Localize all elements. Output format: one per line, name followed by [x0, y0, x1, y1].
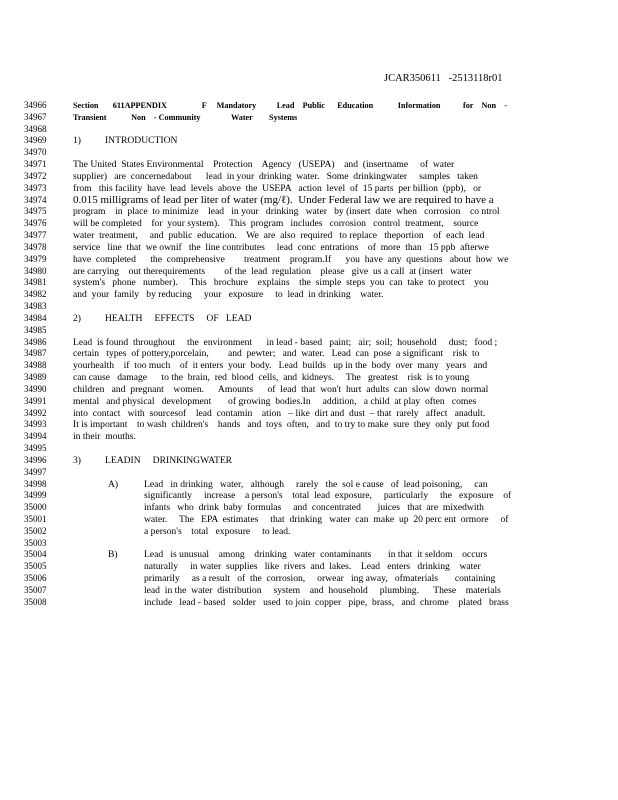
line-number: 35002	[24, 525, 47, 536]
line-number: 34968	[24, 123, 47, 134]
line-number: 35001	[24, 513, 47, 524]
line-number: 34985	[24, 324, 47, 335]
document-line	[24, 159, 604, 171]
line-text: have completed the comprehensive treatment program.If you have any questions about how we	[73, 253, 509, 265]
line-text: 0.015 milligrams of lead per liter of water (mg/ℓ). Under Federal law we are required to have a	[73, 193, 494, 206]
line-text-indented: include lead - based solder used to join copper pipe, brass, and chrome plated brass	[144, 596, 509, 608]
document-line	[24, 147, 604, 159]
document-line	[24, 467, 604, 479]
line-text-indented: infants who drink baby formulas and concentrated juices that are mixedwith	[144, 502, 484, 514]
line-text: Lead is found throughout the environment in lead - based paint; air; soil; household dust; food ;	[73, 336, 498, 348]
line-text: 3) LEADIN DRINKINGWATER	[73, 454, 233, 466]
line-number: 34967	[24, 111, 47, 122]
document-line	[24, 431, 604, 443]
document-line	[24, 561, 604, 573]
line-text-indented: a person's total exposure to lead.	[144, 525, 291, 537]
document-line	[24, 289, 604, 301]
document-body	[24, 100, 604, 609]
line-number: 34973	[24, 182, 47, 193]
line-number: 34983	[24, 301, 47, 312]
line-text: children and pregnant women. Amounts of lead that won't hurt adults can slow down normal	[73, 383, 489, 395]
document-line	[24, 242, 604, 254]
line-text: system's phone number). This brochure explains the simple steps you can take to protect you	[73, 277, 489, 289]
document-line	[24, 254, 604, 266]
line-text: 1) INTRODUCTION	[73, 135, 178, 147]
line-number: 34976	[24, 218, 47, 229]
document-line	[24, 266, 604, 278]
document-line	[24, 514, 604, 526]
line-number: 34997	[24, 466, 47, 477]
line-number: 35000	[24, 502, 47, 513]
line-text-indented: Lead in drinking water, although rarely the sol e cause of lead poisoning, can	[144, 478, 488, 490]
line-number: 34996	[24, 454, 47, 465]
line-number: 35006	[24, 573, 47, 584]
document-line	[24, 301, 604, 313]
line-number: 34988	[24, 360, 47, 371]
line-number: 35008	[24, 596, 47, 607]
line-text: Section 611APPENDIX F Mandatory Lead Public Education Information for Non -	[73, 101, 507, 110]
document-line	[24, 360, 604, 372]
line-number: 34966	[24, 100, 47, 110]
document-line	[24, 455, 604, 467]
line-number: 34970	[24, 147, 47, 158]
line-text: Transient Non - Community Water Systems	[73, 112, 298, 122]
line-text: 2) HEALTH EFFECTS OF LEAD	[73, 312, 252, 324]
line-number: 34980	[24, 265, 47, 276]
line-text: It is important to wash children's hands and toys often, and to try to make sure they only put food	[73, 419, 490, 431]
document-line	[24, 135, 604, 147]
document-line	[24, 549, 604, 561]
line-text-indented: naturally in water supplies like rivers and lakes. Lead enters drinking water	[144, 561, 481, 573]
line-text: can cause damage to the brain, red blood cells, and kidneys. The greatest risk is to young	[73, 372, 470, 384]
line-text-indented: Lead is unusual among drinking water contaminants in that it seldom occurs	[144, 549, 488, 561]
document-line	[24, 218, 604, 230]
line-number: 34972	[24, 170, 47, 181]
line-text: into contact with sourcesof lead contamin ation – like dirt and dust – that rarely affect anadult.	[73, 407, 486, 419]
document-line	[24, 490, 604, 502]
line-number: 34986	[24, 336, 47, 347]
document-line	[24, 171, 604, 183]
line-number: 34971	[24, 159, 47, 170]
line-text: and your family by reducing your exposure to lead in drinking water.	[73, 289, 384, 301]
document-line	[24, 502, 604, 514]
line-text: water treatment, and public education. We are also required to replace theportion of each lead	[73, 230, 485, 242]
line-number: 34977	[24, 230, 47, 241]
document-line	[24, 597, 604, 609]
document-line	[24, 195, 604, 207]
line-text: The United States Environmental Protection Agency (USEPA) and (insertname of water	[73, 159, 455, 171]
line-number: 34990	[24, 383, 47, 394]
line-number: 34974	[24, 194, 47, 205]
line-text: service line that we ownif the line contributes lead conc entrations of more than 15 ppb afterwe	[73, 241, 489, 253]
line-number: 34982	[24, 289, 47, 300]
line-number: 34994	[24, 431, 47, 442]
line-number: 34999	[24, 490, 47, 501]
line-text-indented: significantly increase a person's total lead exposure, particularly the exposure of	[144, 490, 512, 502]
document-code-header: JCAR350611 -2513118r01	[384, 73, 503, 84]
document-line	[24, 277, 604, 289]
document-line	[24, 372, 604, 384]
document-line	[24, 396, 604, 408]
line-text-indented: lead in the water distribution system and household plumbing. These materials	[144, 584, 501, 596]
line-text: are carrying out therequirements of the lead regulation please give us a call at (insert water	[73, 265, 472, 277]
line-number: 34998	[24, 478, 47, 489]
document-line	[24, 479, 604, 491]
document-line	[24, 538, 604, 550]
line-text: in their mouths.	[73, 431, 136, 443]
line-number: 34981	[24, 277, 47, 288]
line-number: 34978	[24, 241, 47, 252]
line-text-indented: primarily as a result of the corrosion, orwear ing away, ofmaterials containing	[144, 573, 496, 585]
document-line	[24, 348, 604, 360]
line-number: 34992	[24, 407, 47, 418]
document-line	[24, 313, 604, 325]
line-number: 34984	[24, 312, 47, 323]
document-line	[24, 384, 604, 396]
line-text: certain types of pottery,porcelain, and pewter; and water. Lead can pose a significant risk to	[73, 348, 480, 360]
line-text: program in place to minimize lead in your drinking water by (insert date when corrosion co ntrol	[73, 206, 500, 218]
line-number: 34975	[24, 206, 47, 217]
document-line	[24, 206, 604, 218]
line-text: B)	[108, 549, 118, 561]
document-line	[24, 124, 604, 136]
line-number: 34991	[24, 395, 47, 406]
line-number: 35003	[24, 537, 47, 548]
document-line	[24, 230, 604, 242]
document-line	[24, 408, 604, 420]
line-text: will be completed for your system). This program includes corrosion control treatment, source	[73, 218, 479, 230]
document-line	[24, 585, 604, 597]
document-line	[24, 443, 604, 455]
line-text: A)	[108, 478, 119, 490]
document-line	[24, 100, 604, 112]
document-line	[24, 337, 604, 349]
line-number: 34969	[24, 135, 47, 146]
line-text-indented: water. The EPA estimates that drinking water can make up 20 perc ent ormore of	[144, 513, 509, 525]
document-line	[24, 573, 604, 585]
document-line	[24, 112, 604, 124]
line-text: from this facility have lead levels above the USEPA action level of 15 parts per billion (ppb), or	[73, 182, 482, 194]
line-number: 35005	[24, 561, 47, 572]
line-text: yourhealth if too much of it enters your body. Lead builds up in the body over many years and	[73, 360, 488, 372]
line-text: mental and physical development of growing bodies.In addition, a child at play often comes	[73, 395, 477, 407]
document-line	[24, 183, 604, 195]
line-number: 34993	[24, 419, 47, 430]
document-line	[24, 419, 604, 431]
line-number: 35004	[24, 549, 47, 560]
line-number: 34995	[24, 443, 47, 454]
line-number: 35007	[24, 584, 47, 595]
document-line	[24, 325, 604, 337]
line-text: supplier) are concernedabout lead in your drinking water. Some drinkingwater samples taken	[73, 170, 478, 182]
document-line	[24, 526, 604, 538]
line-number: 34979	[24, 253, 47, 264]
line-number: 34989	[24, 372, 47, 383]
line-number: 34987	[24, 348, 47, 359]
